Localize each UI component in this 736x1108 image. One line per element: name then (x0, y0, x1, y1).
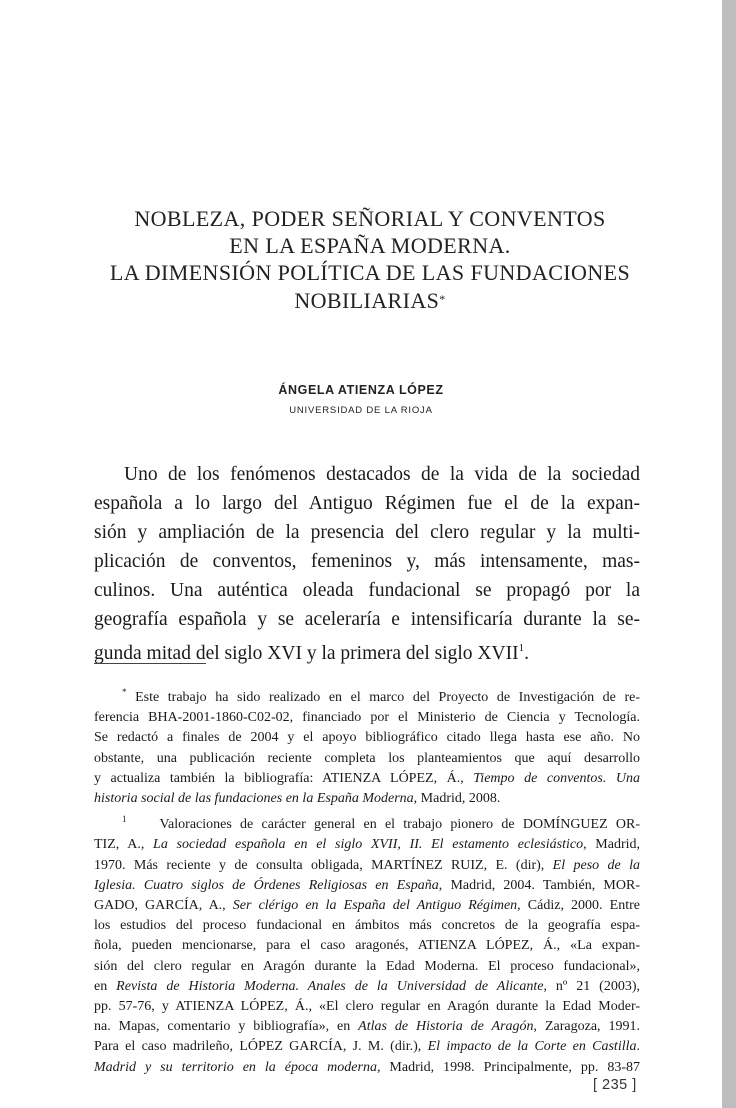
footnote-text: , Cádiz, 2000. Entre (517, 898, 640, 914)
title-line: LA DIMENSIÓN POLÍTICA DE LAS FUNDACIONES (109, 260, 631, 285)
footnote-text: GADO, GARCÍA, A., (94, 898, 233, 914)
footnote-line (94, 835, 640, 855)
footnote-line (94, 1037, 640, 1057)
author-name: ÁNGELA ATIENZA LÓPEZ (278, 383, 444, 397)
body-line: plicación de conventos, femeninos y, más intensamente, mas- (94, 551, 640, 572)
footnote-line: ñola, pueden mencionarse, para el caso aragonés, ATIENZA LÓPEZ, Á., «La expan- (94, 938, 640, 954)
body-line: Uno de los fenómenos destacados de la vida de la sociedad (124, 464, 640, 485)
footnote-text: , Madrid, (583, 837, 641, 853)
body-line: culinos. Una auténtica oleada fundacional se propagó por la (94, 580, 640, 601)
footnote-line: ferencia BHA-2001-1860-C02-02, financiado por el Ministerio de Ciencia y Tecnología. (94, 710, 640, 726)
footnote-line (94, 856, 640, 876)
footnote-line (94, 1017, 640, 1037)
footnote-line (94, 1058, 640, 1078)
footnote-text: , Madrid, 2008. (413, 791, 501, 807)
title-line: EN LA ESPAÑA MODERNA. (229, 233, 511, 258)
footnote-italic: historia social de las fundaciones en la España Moderna (94, 791, 414, 807)
title-line (60, 286, 680, 314)
footnote-text: TIZ, A., (94, 837, 154, 853)
body-line-text: gunda mitad del siglo XVI y la primera del siglo XVII (94, 643, 519, 664)
article-title (60, 205, 680, 314)
footnote-italic: La sociedad española en el siglo XVII, II. El estamento eclesiástico (153, 837, 584, 853)
page-edge-bar (722, 0, 736, 1108)
body-line: española a lo largo del Antiguo Régimen fue el de la expan- (94, 493, 640, 514)
footnote-line (94, 876, 640, 896)
footnote-line (94, 809, 640, 835)
footnote-italic: Revista de Historia Moderna. Anales de la Universidad de Alicante (116, 978, 544, 994)
footnote-line (94, 789, 640, 809)
footnote-text: Este trabajo ha sido realizado en el marco del Proyecto de Investigación de re- (135, 690, 641, 705)
body-end-punct: . (524, 643, 529, 664)
body-line: geografía española y se aceleraría e intensificaría durante la se- (94, 609, 640, 630)
footnote-text: na. Mapas, comentario y bibliografía», en (94, 1019, 359, 1035)
footnote-line (94, 977, 640, 997)
footnote-italic: Madrid y su territorio en la época moderna (94, 1059, 377, 1075)
body-line: sión y ampliación de la presencia del clero regular y la multi- (94, 522, 640, 543)
body-paragraph (94, 460, 640, 668)
footnote-line: los estudios del proceso fundacional en ámbitos más concretos de la geografía espa- (94, 918, 640, 934)
footnote-text: , Madrid, 1998. Principalmente, pp. 83-87 (376, 1059, 640, 1075)
footnote-text: y actualiza también la bibliografía: ATIENZA LÓPEZ, Á., (94, 770, 474, 786)
title-footnote-marker[interactable]: * (439, 292, 446, 306)
footnote-italic: Tiempo de conventos. Una (473, 770, 640, 786)
footnote-line: sión del clero regular en Aragón durante la Edad Moderna. El proceso fundacional», (94, 958, 640, 974)
footnote-italic: Iglesia. Cuatro siglos de Órdenes Religiosas en España (94, 877, 439, 893)
footnote-text: 1970. Más reciente y de consulta obligada, MARTÍNEZ RUIZ, E. (dir), (94, 857, 553, 873)
footnote-text: en (94, 978, 117, 994)
footnote-italic: Atlas de Historia de Aragón (358, 1019, 534, 1035)
footnote-line: pp. 57-76, y ATIENZA LÓPEZ, Á., «El clero regular en Aragón durante la Edad Moder- (94, 999, 640, 1015)
footnote-italic: El peso de la (552, 857, 640, 873)
footnote-line (94, 682, 640, 708)
footnote-text: . (636, 1039, 640, 1055)
footnote-star-marker: * (122, 687, 127, 697)
footnote-text: , nº 21 (2003), (543, 978, 640, 994)
title-line: NOBLEZA, PODER SEÑORIAL Y CONVENTOS (134, 206, 606, 231)
footnote-one-marker: 1 (122, 814, 127, 825)
footnote-line (94, 769, 640, 789)
footnote-text: Para el caso madrileño, LÓPEZ GARCÍA, J. M. (dir.), (94, 1039, 428, 1055)
footnote-text: , Madrid, 2004. También, MOR- (438, 877, 640, 893)
body-footnote-ref[interactable]: 1 (518, 642, 525, 654)
footnote-italic: Ser clérigo en la España del Antiguo Régimen (232, 898, 518, 914)
footnote-italic: El impacto de la Corte en Castilla (427, 1039, 637, 1055)
footnotes (94, 682, 640, 1078)
page-number: [ 235 ] (593, 1077, 637, 1093)
footnote-line (94, 896, 640, 916)
footnote-text: , Zaragoza, 1991. (533, 1019, 640, 1035)
footnote-separator (94, 663, 206, 664)
author-affiliation: UNIVERSIDAD DE LA RIOJA (289, 405, 433, 416)
title-line-text: NOBILIARIAS (294, 288, 440, 313)
footnote-line: obstante, una publicación reciente completa los planteamientos que aquí desarrollo (94, 750, 640, 766)
footnote-text: Valoraciones de carácter general en el trabajo pionero de DOMÍNGUEZ OR- (159, 817, 641, 833)
footnote-line: Se redactó a finales de 2004 y el apoyo bibliográfico citado llega hasta ese año. No (94, 730, 640, 746)
